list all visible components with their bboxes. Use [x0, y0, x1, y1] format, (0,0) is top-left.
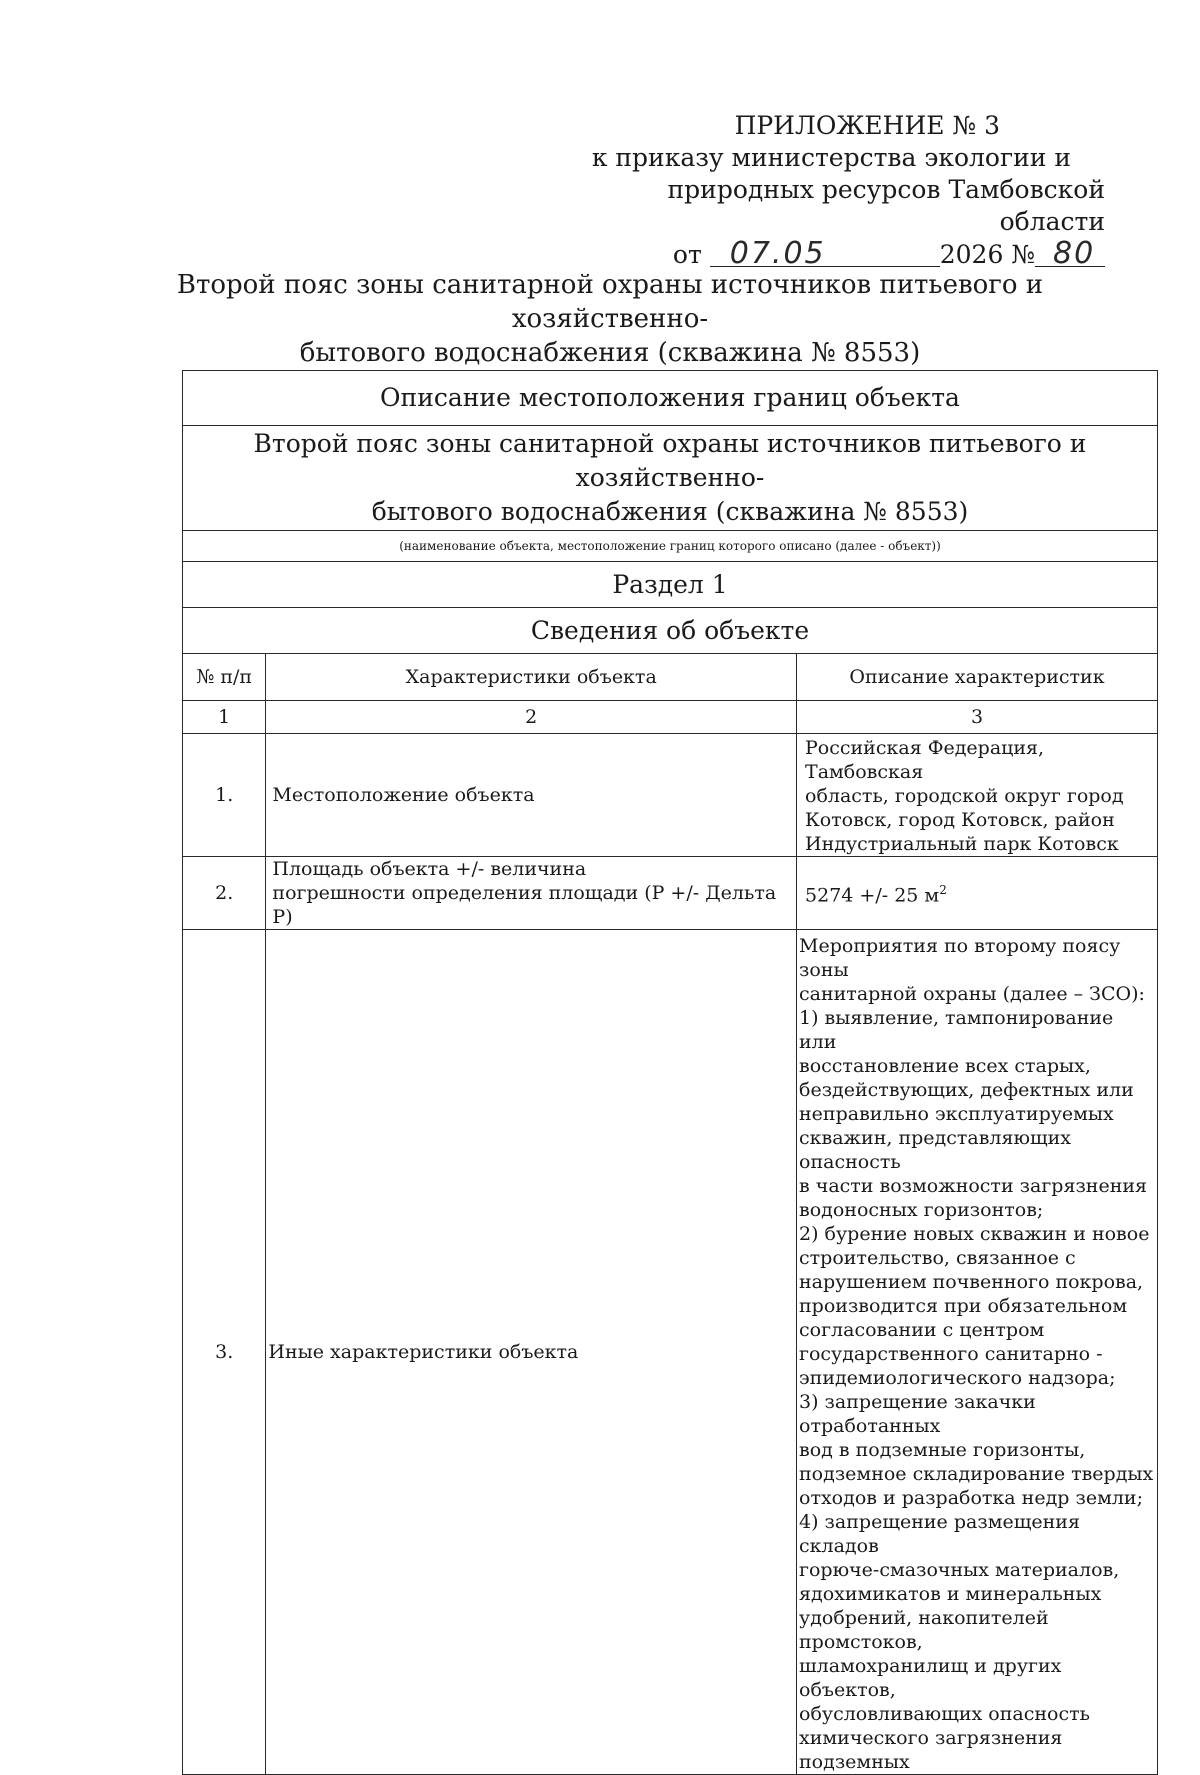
- appendix-order-line-1: к приказу министерства экологии и: [591, 143, 1071, 172]
- column-header-characteristic: Характеристики объекта: [266, 654, 797, 701]
- description-line: нарушением почвенного покрова,: [799, 1271, 1144, 1293]
- column-number: 3: [797, 701, 1158, 734]
- description-line: производится при обязательном: [799, 1295, 1128, 1317]
- appendix-header: [585, 110, 1105, 271]
- date-field: [710, 236, 940, 271]
- description-line: водоносных горизонтов;: [799, 1199, 1044, 1221]
- document-heading: [150, 268, 1070, 370]
- description-line: отходов и разработка недр земли;: [799, 1487, 1144, 1509]
- column-number: 2: [266, 701, 797, 734]
- description-line: в части возможности загрязнения: [799, 1175, 1148, 1197]
- description-line: Российская Федерация, Тамбовская: [805, 737, 1045, 783]
- table-row: [183, 857, 1158, 930]
- description-line: восстановление всех старых,: [799, 1055, 1091, 1077]
- boundary-description-table: [182, 370, 1158, 1775]
- column-number: 1: [183, 701, 266, 734]
- description-line: неправильно эксплуатируемых: [799, 1103, 1114, 1125]
- object-name-line-1: Второй пояс зоны санитарной охраны источников питьевого и хозяйственно-: [253, 429, 1087, 492]
- section-subtitle: Сведения об объекте: [183, 608, 1158, 654]
- characteristic-line: Площадь объекта +/- величина: [272, 858, 587, 880]
- description-line: шламохранилищ и других объектов,: [799, 1655, 1062, 1701]
- row-number: 3.: [183, 930, 266, 1775]
- area-unit-exponent: 2: [939, 883, 947, 898]
- row-description: [797, 734, 1158, 857]
- number-sign: №: [1011, 240, 1035, 269]
- description-line: Индустриальный парк Котовск: [805, 833, 1119, 855]
- date-prefix: от: [672, 240, 702, 269]
- description-line: вод в подземные горизонты,: [799, 1439, 1086, 1461]
- characteristic-line: погрешности определения площади (Р +/- Дельта Р): [272, 882, 777, 928]
- description-line: эпидемиологического надзора;: [799, 1367, 1116, 1389]
- table-row: [183, 734, 1158, 857]
- table-title: Описание местоположения границ объекта: [183, 371, 1158, 426]
- description-line: удобрений, накопителей промстоков,: [799, 1607, 1049, 1653]
- appendix-order-line-2: природных ресурсов Тамбовской области: [667, 175, 1105, 236]
- description-line: 4) запрещение размещения складов: [799, 1511, 1080, 1557]
- section-title: Раздел 1: [183, 562, 1158, 608]
- object-name-caption: (наименование объекта, местоположение границ которого описано (далее - объект)): [183, 531, 1158, 562]
- number-field: [1035, 236, 1105, 271]
- description-line: обусловливающих опасность: [799, 1703, 1090, 1725]
- description-line: бездействующих, дефектных или: [799, 1079, 1134, 1101]
- column-number-row: [183, 701, 1158, 734]
- row-description: [797, 857, 1158, 930]
- column-header-number: № п/п: [183, 654, 266, 701]
- column-header-description: Описание характеристик: [797, 654, 1158, 701]
- area-value: 5274 +/- 25 м: [805, 884, 940, 907]
- description-line: область, городской округ город: [805, 785, 1124, 807]
- description-line: Мероприятия по второму поясу зоны: [799, 935, 1121, 981]
- object-name-cell: [183, 426, 1158, 531]
- heading-line-2: бытового водоснабжения (скважина № 8553): [299, 338, 921, 368]
- description-line: согласовании с центром: [799, 1319, 1045, 1341]
- row-number: 2.: [183, 857, 266, 930]
- appendix-title: ПРИЛОЖЕНИЕ № 3: [734, 111, 1000, 140]
- handwritten-date: 07.05: [729, 236, 826, 271]
- column-header-row: [183, 654, 1158, 701]
- table-row: [183, 930, 1158, 1775]
- description-line: горюче-смазочных материалов,: [799, 1559, 1120, 1581]
- description-line: скважин, представляющих опасность: [799, 1127, 1072, 1173]
- row-characteristic: Иные характеристики объекта: [266, 930, 797, 1775]
- row-characteristic: [266, 857, 797, 930]
- description-line: государственного санитарно -: [799, 1343, 1103, 1365]
- description-line: 1) выявление, тампонирование или: [799, 1007, 1114, 1053]
- description-line: химического загрязнения подземных: [799, 1727, 1063, 1773]
- description-line: 2) бурение новых скважин и новое: [799, 1223, 1150, 1245]
- description-line: подземное складирование твердых: [799, 1463, 1154, 1485]
- description-line: санитарной охраны (далее – ЗСО):: [799, 983, 1145, 1005]
- row-number: 1.: [183, 734, 266, 857]
- object-name-line-2: бытового водоснабжения (скважина № 8553): [371, 497, 969, 526]
- description-line: ядохимикатов и минеральных: [799, 1583, 1102, 1605]
- description-line: 3) запрещение закачки отработанных: [799, 1391, 1036, 1437]
- row-description: [797, 930, 1158, 1775]
- order-date-line: [585, 238, 1105, 271]
- year-label: 2026: [939, 240, 1004, 269]
- row-characteristic: Местоположение объекта: [266, 734, 797, 857]
- description-line: строительство, связанное с: [799, 1247, 1076, 1269]
- handwritten-number: 80: [1053, 236, 1096, 271]
- heading-line-1: Второй пояс зоны санитарной охраны источников питьевого и хозяйственно-: [176, 270, 1044, 334]
- description-line: Котовск, город Котовск, район: [805, 809, 1115, 831]
